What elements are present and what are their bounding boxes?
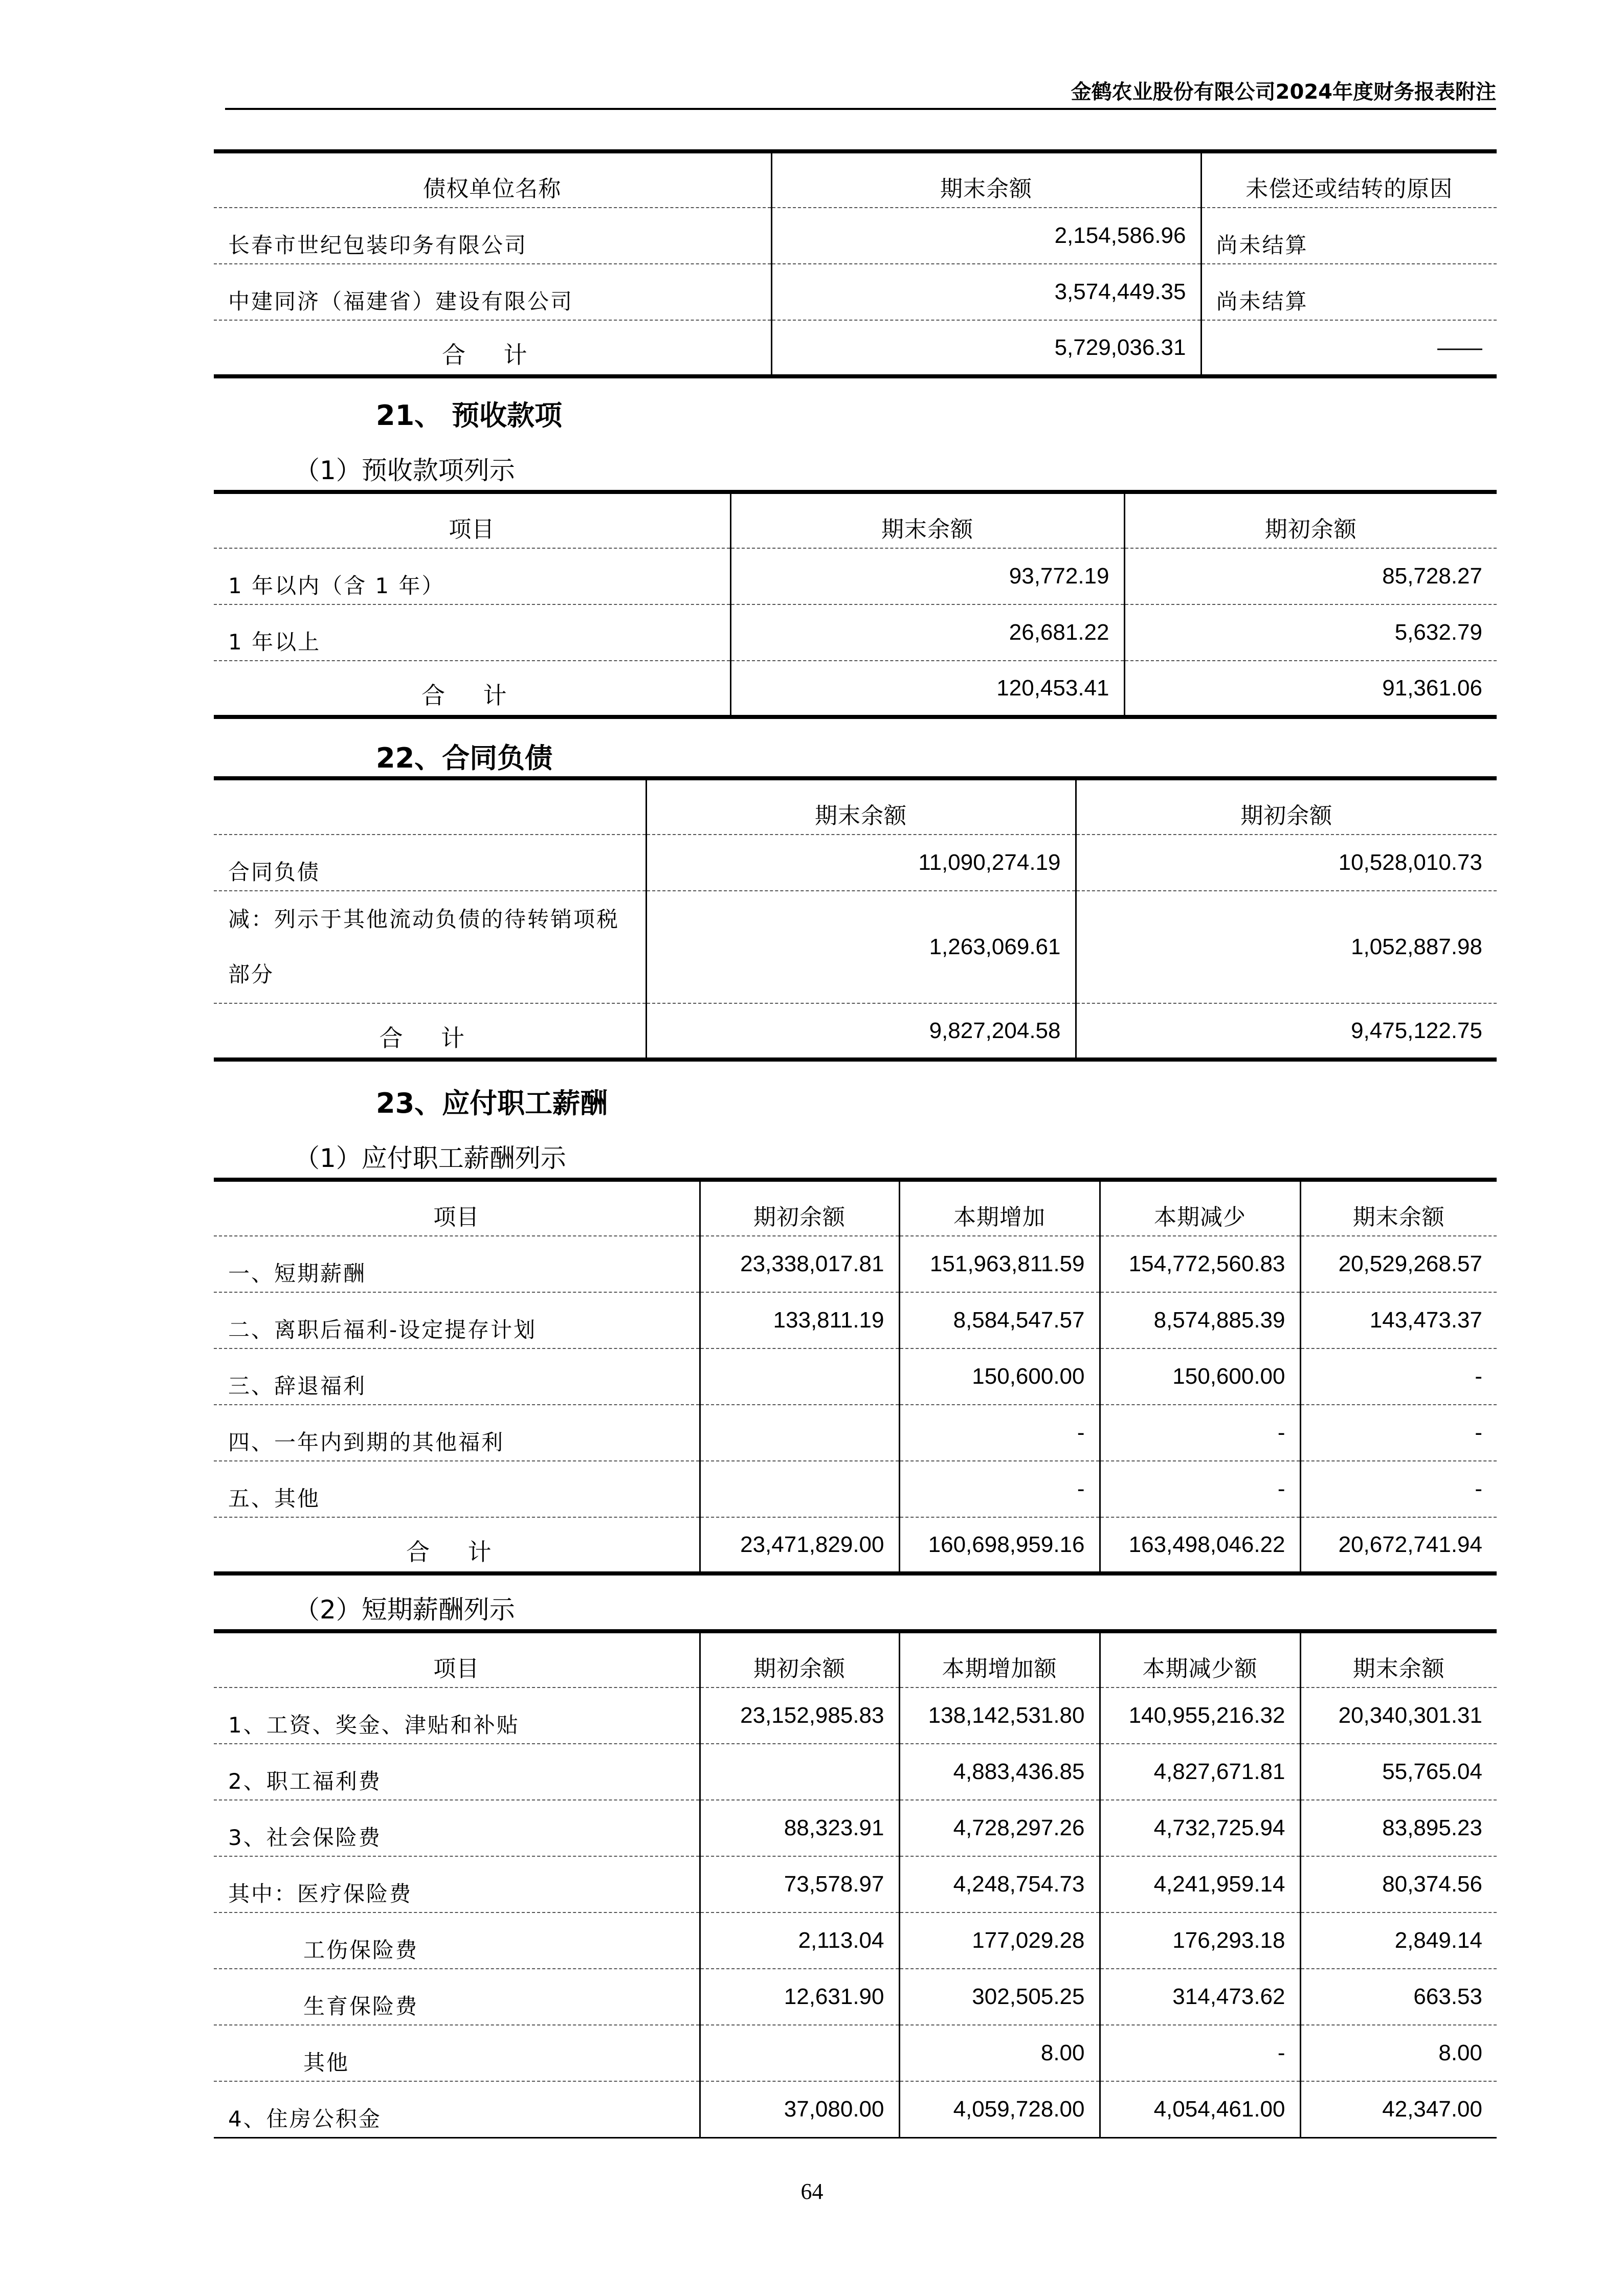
row-label: 减：列示于其他流动负债的待转销项税部分 [214,891,646,1003]
cell-value: - [1100,1461,1300,1517]
row-label: 生育保险费 [214,1969,700,2025]
col-header: 未偿还或结转的原因 [1201,151,1497,208]
col-header: 期初余额 [1076,778,1497,835]
row-label: 工伤保险费 [214,1912,700,1969]
cell-value: 11,090,274.19 [646,835,1076,891]
row-label: 1、工资、奖金、津贴和补贴 [214,1687,700,1744]
table-row [214,604,1497,661]
total-label: 合 计 [441,341,543,369]
cell-value: 20,529,268.57 [1300,1236,1497,1292]
total-value: 9,827,204.58 [646,1003,1076,1060]
col-header: 期末余额 [730,492,1124,548]
table-total-row [214,320,1497,376]
table-row [214,1236,1497,1292]
cell-value: 154,772,560.83 [1100,1236,1300,1292]
cell-value: 663.53 [1300,1969,1497,2025]
cell-value: 73,578.97 [700,1856,899,1912]
cell-value: 4,054,461.00 [1100,2081,1300,2137]
cell-value: 150,600.00 [1100,1348,1300,1405]
cell-value: 4,732,725.94 [1100,1800,1300,1856]
cell-value: 138,142,531.80 [899,1687,1100,1744]
section-23-subtitle-2: （2）短期薪酬列示 [294,1595,515,1625]
col-header: 项目 [214,1180,700,1236]
cell-value: 314,473.62 [1100,1969,1300,2025]
col-header: 期末余额 [1300,1631,1497,1687]
cell-value [700,1461,899,1517]
cell-value: 88,323.91 [700,1800,899,1856]
table-header-row [214,151,1497,208]
cell-value: 42,347.00 [1300,2081,1497,2137]
cell-value: 151,963,811.59 [899,1236,1100,1292]
cell-value [700,2025,899,2081]
col-header: 本期增加 [899,1180,1100,1236]
cell-value: 10,528,010.73 [1076,835,1497,891]
advance-receipts-table [214,490,1497,719]
table-row [214,548,1497,604]
cell-value: 55,765.04 [1300,1744,1497,1800]
table-row [214,2081,1497,2137]
cell-value: 1,263,069.61 [646,891,1076,1003]
row-label: 一、短期薪酬 [214,1236,700,1292]
cell-value: 23,338,017.81 [700,1236,899,1292]
section-22-title: 22、合同负债 [376,742,553,774]
cell-value: 2,849.14 [1300,1912,1497,1969]
cell-value: 8,574,885.39 [1100,1292,1300,1348]
total-label: 合 计 [421,682,522,709]
section-23-title: 23、应付职工薪酬 [376,1087,608,1119]
table-header-row [214,492,1497,548]
employee-pay-table [214,1178,1497,1575]
header-rule [225,108,1496,110]
cell-value: 5,632.79 [1124,604,1497,661]
row-label: 4、住房公积金 [228,2106,382,2131]
table-row [214,1292,1497,1348]
short-term-pay-table [214,1629,1497,2139]
table-header-row [214,1180,1497,1236]
cell-value: 4,241,959.14 [1100,1856,1300,1912]
row-label: 其中：医疗保险费 [214,1856,700,1912]
section-21-title: 21、 预收款项 [376,399,562,432]
row-label: 3、社会保险费 [214,1800,700,1856]
table-row [214,1348,1497,1405]
cell-value: 8.00 [1300,2025,1497,2081]
table-total-row [214,1003,1497,1060]
section-21-subtitle: （1）预收款项列示 [294,456,515,485]
total-value: 20,672,741.94 [1300,1517,1497,1573]
cell-value: 12,631.90 [700,1969,899,2025]
total-label: 合 计 [379,1024,480,1052]
cell-value: 4,059,728.00 [899,2081,1100,2137]
col-header: 项目 [214,1631,700,1687]
table-row [214,1744,1497,1800]
table-row [214,1856,1497,1912]
total-value: 120,453.41 [730,661,1124,717]
col-header: 本期减少额 [1100,1631,1300,1687]
row-label: 四、一年内到期的其他福利 [214,1405,700,1461]
cell-value [700,1405,899,1461]
report-header-title: 金鹤农业股份有限公司2024年度财务报表附注 [1071,80,1496,104]
col-header: 期末余额 [1300,1180,1497,1236]
row-label: 1 年以上 [214,604,730,661]
table-row [214,1405,1497,1461]
cell-value: 85,728.27 [1124,548,1497,604]
contract-liabilities-table [214,776,1497,1062]
total-reason: —— [1201,320,1497,376]
cell-value: 8.00 [899,2025,1100,2081]
cell-value: 20,340,301.31 [1300,1687,1497,1744]
cell-value: 8,584,547.57 [899,1292,1100,1348]
table-row [214,1800,1497,1856]
table-row [214,1687,1497,1744]
creditor-table [214,149,1497,378]
cell-value: 140,955,216.32 [1100,1687,1300,1744]
cell-value: 4,883,436.85 [899,1744,1100,1800]
cell-value: 4,827,671.81 [1100,1744,1300,1800]
col-header: 本期增加额 [899,1631,1100,1687]
table-header-row [214,778,1497,835]
table-row [214,1912,1497,1969]
table-row [214,1969,1497,2025]
row-label: 长春市世纪包装印务有限公司 [214,208,771,264]
cell-reason: 尚未结算 [1201,208,1497,264]
col-header: 债权单位名称 [214,151,771,208]
cell-value: 143,473.37 [1300,1292,1497,1348]
total-value: 9,475,122.75 [1076,1003,1497,1060]
row-label: 五、其他 [214,1461,700,1517]
table-row [214,1461,1497,1517]
col-header: 本期减少 [1100,1180,1300,1236]
cell-value: 80,374.56 [1300,1856,1497,1912]
table-row [214,264,1497,320]
cell-value: - [899,1405,1100,1461]
table-header-row [214,1631,1497,1687]
total-label: 合 计 [406,1538,507,1566]
total-value: 163,498,046.22 [1100,1517,1300,1573]
total-value: 160,698,959.16 [899,1517,1100,1573]
table-row [214,835,1497,891]
cell-value: 26,681.22 [730,604,1124,661]
section-23-subtitle-1: （1）应付职工薪酬列示 [294,1143,566,1173]
row-label: 三、辞退福利 [214,1348,700,1405]
cell-value: 150,600.00 [899,1348,1100,1405]
table-row [214,208,1497,264]
row-label: 2、职工福利费 [214,1744,700,1800]
cell-value: 37,080.00 [700,2081,899,2137]
cell-value: 93,772.19 [730,548,1124,604]
total-value: 23,471,829.00 [700,1517,899,1573]
page-number: 64 [800,2179,824,2204]
cell-value: - [1100,2025,1300,2081]
cell-value: 83,895.23 [1300,1800,1497,1856]
cell-value: 4,728,297.26 [899,1800,1100,1856]
row-label: 其他 [214,2025,700,2081]
col-header: 期初余额 [700,1631,899,1687]
cell-value: - [1300,1461,1497,1517]
cell-value: - [1100,1405,1300,1461]
cell-reason: 尚未结算 [1201,264,1497,320]
cell-value: 133,811.19 [700,1292,899,1348]
table-total-row [214,1517,1497,1573]
col-header: 期初余额 [1124,492,1497,548]
cell-value: 4,248,754.73 [899,1856,1100,1912]
cell-value: 2,113.04 [700,1912,899,1969]
row-label: 1 年以内（含 1 年） [214,548,730,604]
row-label: 合同负债 [214,835,646,891]
cell-value: 2,154,586.96 [771,208,1201,264]
col-header: 期初余额 [700,1180,899,1236]
cell-value: 3,574,449.35 [771,264,1201,320]
col-header: 项目 [214,492,730,548]
cell-value: - [1300,1405,1497,1461]
table-row [214,891,1497,1003]
col-header: 期末余额 [646,778,1076,835]
cell-value: 302,505.25 [899,1969,1100,2025]
cell-value [700,1348,899,1405]
cell-value: - [1300,1348,1497,1405]
col-header: 期末余额 [771,151,1201,208]
cell-value: 177,029.28 [899,1912,1100,1969]
table-row [214,2025,1497,2081]
total-value: 91,361.06 [1124,661,1497,717]
cell-value: 23,152,985.83 [700,1687,899,1744]
row-label: 二、离职后福利-设定提存计划 [214,1292,700,1348]
total-value: 5,729,036.31 [771,320,1201,376]
col-header-empty [214,778,646,835]
table-total-row [214,661,1497,717]
cell-value: - [899,1461,1100,1517]
row-label: 中建同济（福建省）建设有限公司 [214,264,771,320]
cell-value [700,1744,899,1800]
cell-value: 176,293.18 [1100,1912,1300,1969]
cell-value: 1,052,887.98 [1076,891,1497,1003]
